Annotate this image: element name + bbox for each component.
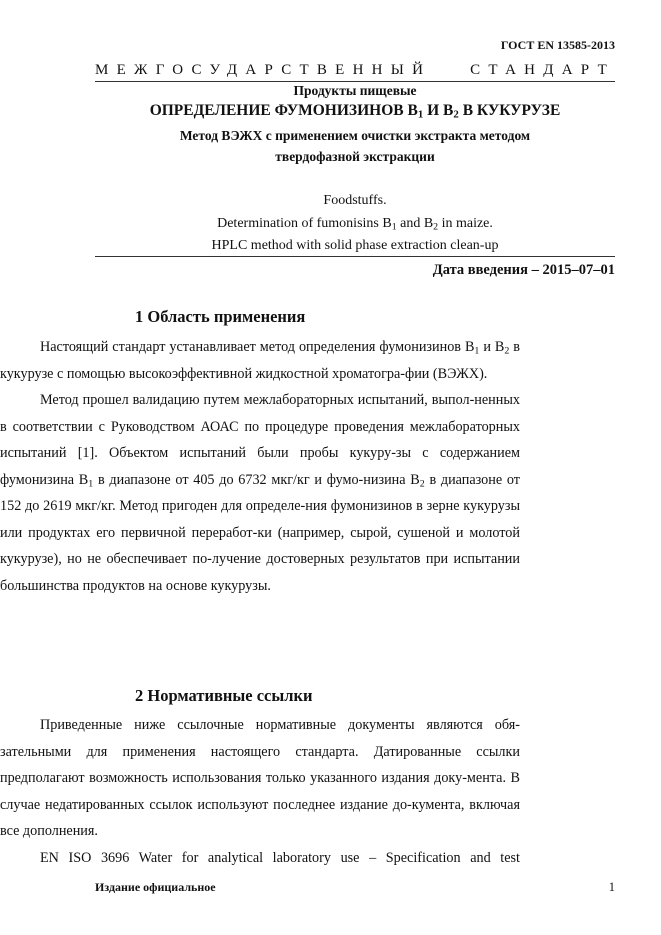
title-rule xyxy=(95,256,615,257)
method-subtitle xyxy=(95,125,615,167)
interstate-standard-banner: МЕЖГОСУДАРСТВЕННЫЙ СТАНДАРТ xyxy=(95,62,615,78)
method-line-2: твердофазной экстракции xyxy=(275,149,435,164)
section-1-paragraph-2: Метод прошел валидацию путем межлабораторных испытаний, выпол-ненных в соответствии с Руководством АОАС по процедуре проведения межлабораторных испытаний [1]. Объектом испытаний были пробы кукуру-зы с содержанием фумонизина $В_1$ в диапазоне от 405 до 6732 мкг/кг и фумо-низина $В_2$ в диапазоне от 152 до 2619 мкг/кг. Метод пригоден для определе-ния фумонизинов в зерне кукурузы или продуктах его первичной переработ-ки (например, сырой, сушеной и молотой кукурузе), но не обеспечивает по-лучение достоверных результатов при испытании большинства продуктов на основе кукурузы. xyxy=(0,392,520,594)
document-title: ОПРЕДЕЛЕНИЕ ФУМОНИЗИНОВ $В_1$ И $В_2$ В КУКУРУЗЕ xyxy=(149,102,561,121)
english-title-line-2: Determination of fumonisins $B_1$ and $B_2$ in maize. xyxy=(217,215,493,232)
standard-number: ГОСТ EN 13585-2013 xyxy=(500,38,615,52)
section-1-body xyxy=(0,334,520,599)
section-1-paragraph-1: Настоящий стандарт устанавливает метод определения фумонизинов $В_1$ и $В_2$ в кукурузе с помощью высокоэффективной жидкостной хроматогра-фии (ВЭЖХ). xyxy=(0,339,521,382)
page-number: 1 xyxy=(608,880,615,894)
section-1-heading: 1 Область применения xyxy=(135,307,306,326)
section-2-paragraph-1: Приведенные ниже ссылочные нормативные документы являются обя-зательными для применения настоящего стандарта. Датированные ссылки предполагают возможность использования только указанного издания доку-мента. В случае недатированных ссылок используют последнее издание до-кумента, включая все дополнения. xyxy=(0,717,520,839)
english-title-line-3: HPLC method with solid phase extraction clean-up xyxy=(211,238,499,253)
header-rule xyxy=(95,81,615,82)
product-category: Продукты пищевые xyxy=(293,83,417,98)
official-edition-label: Издание официальное xyxy=(95,880,216,894)
english-title-line-1: Foodstuffs. xyxy=(323,193,387,208)
section-2-paragraph-2: EN ISO 3696 Water for analytical laboratory use – Specification and test xyxy=(40,849,520,866)
section-2-body xyxy=(0,712,520,871)
english-title xyxy=(95,190,615,258)
method-line-1: Метод ВЭЖХ с применением очистки экстракта методом xyxy=(179,128,531,143)
section-2-heading: 2 Нормативные ссылки xyxy=(135,686,313,705)
introduction-date: Дата введения – 2015–07–01 xyxy=(432,262,615,278)
